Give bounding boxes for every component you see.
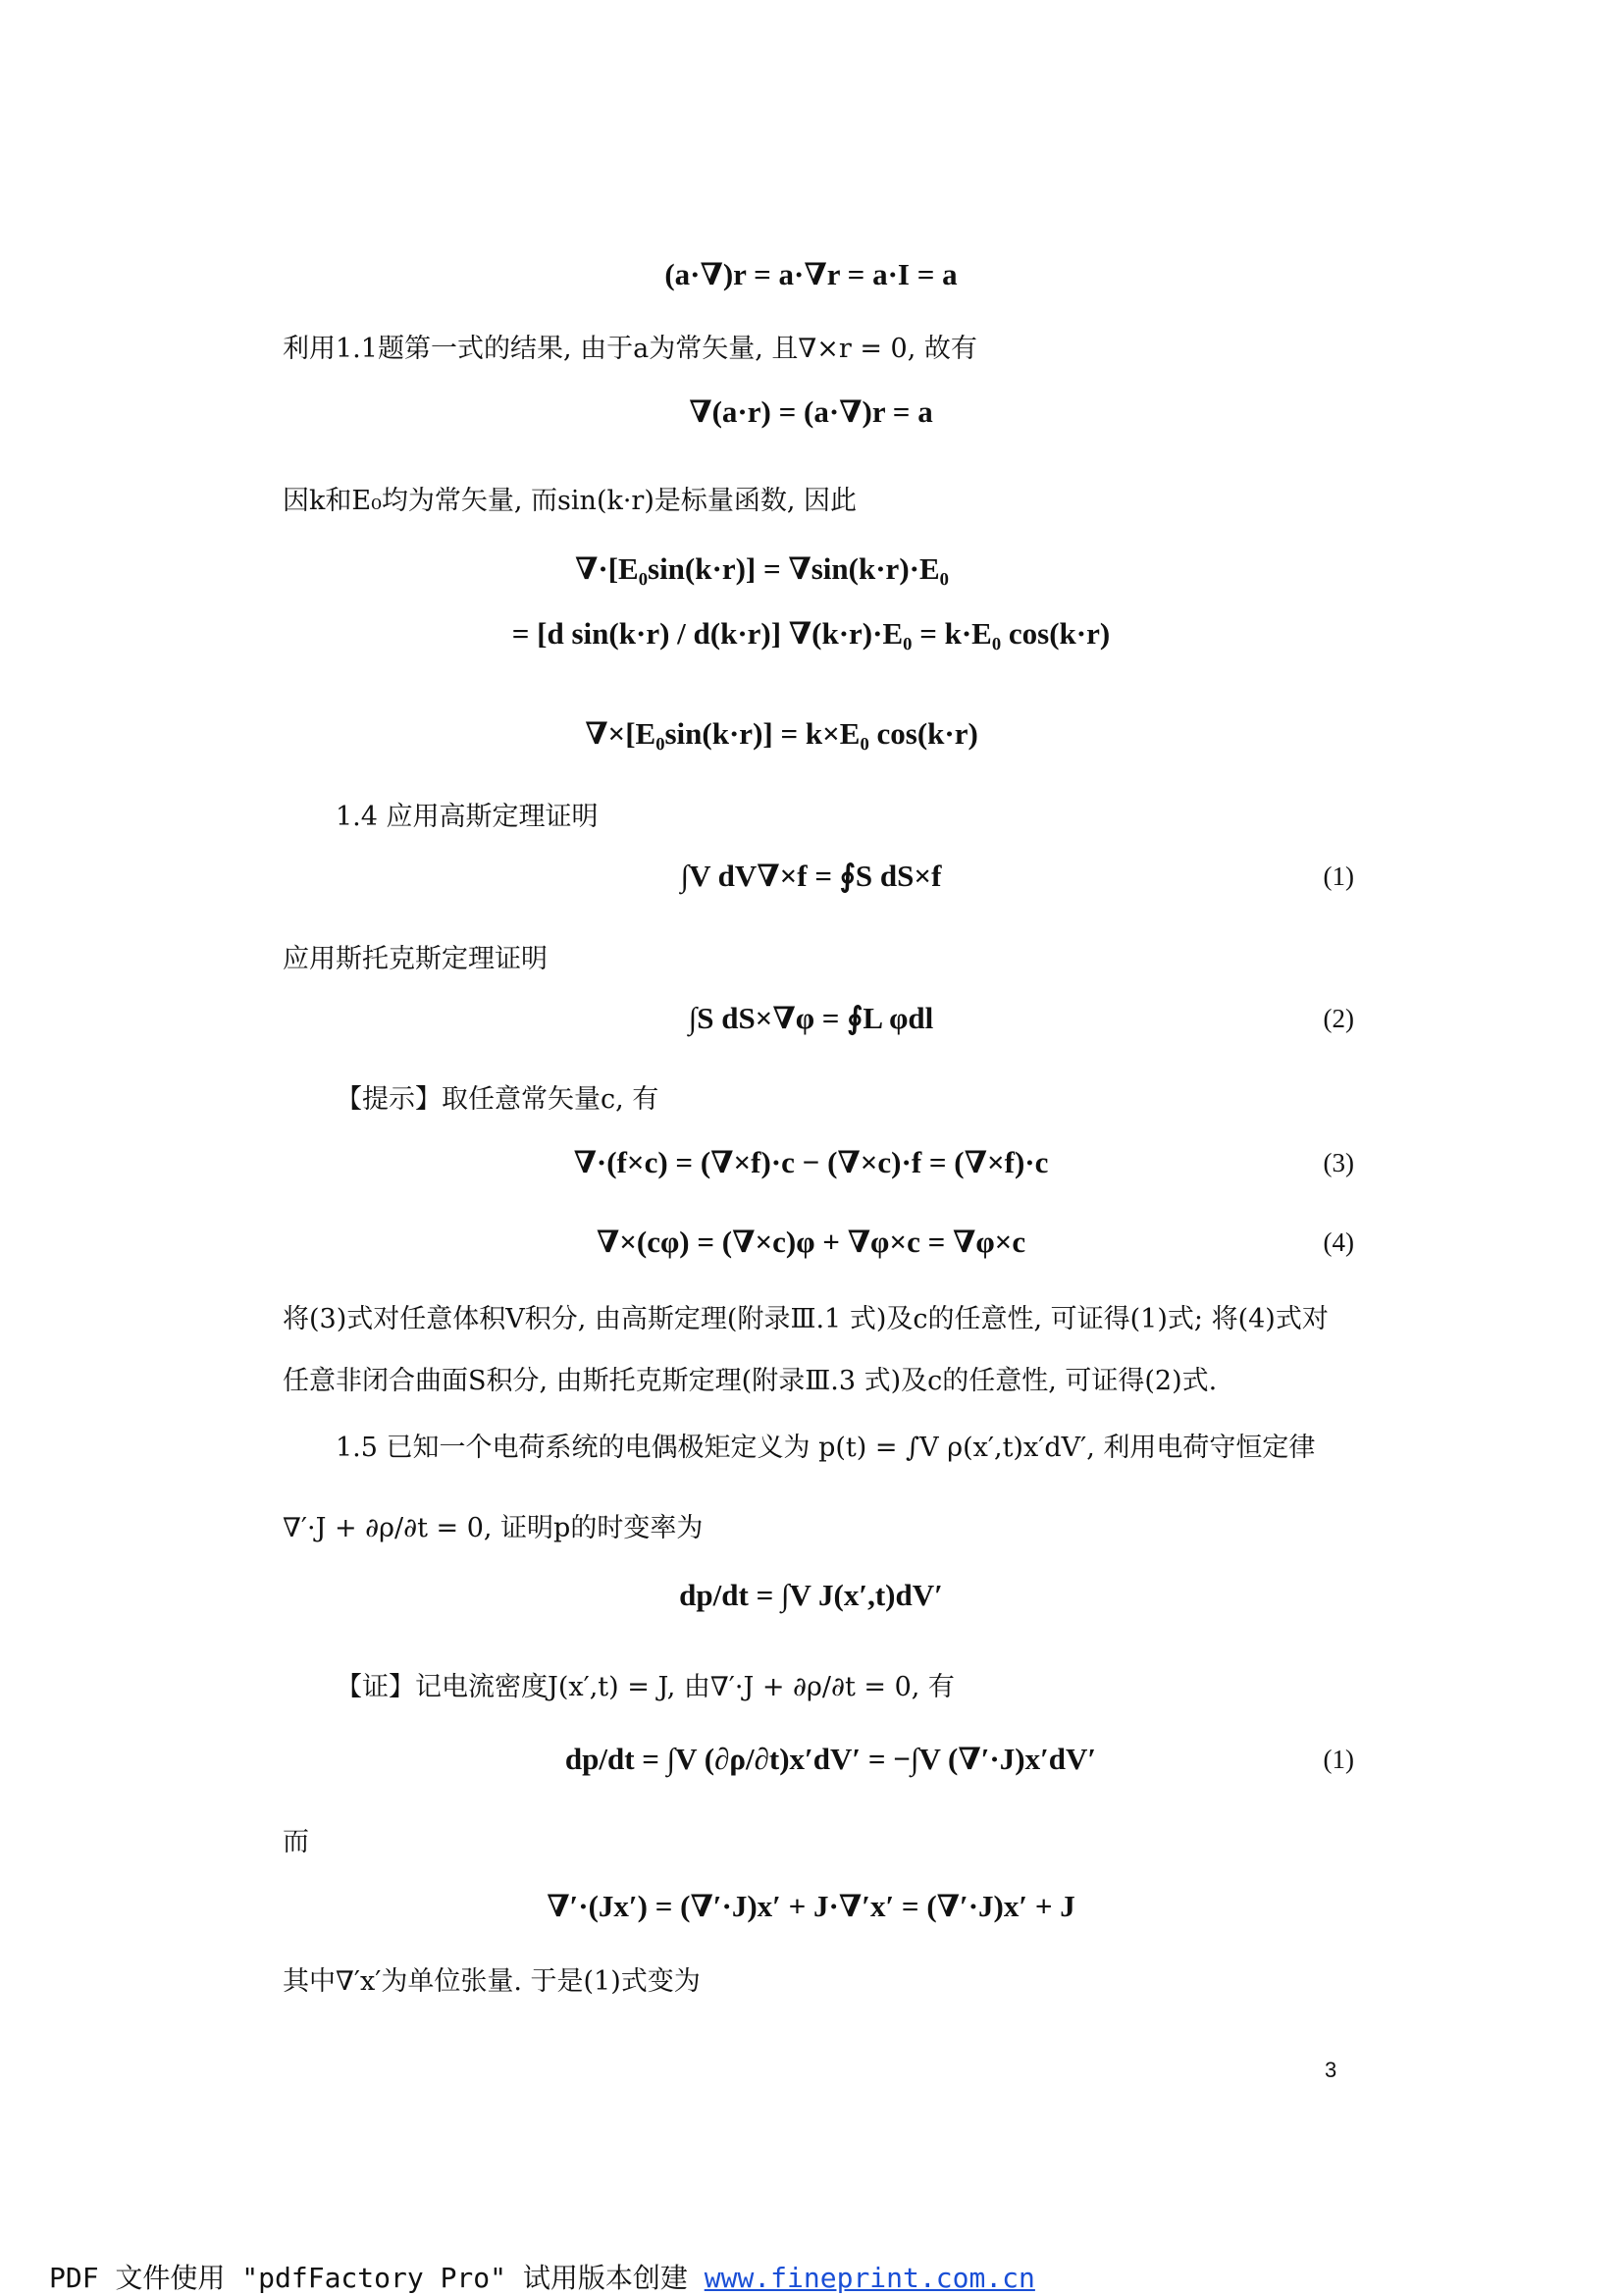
footer-link[interactable]: www.fineprint.com.cn (704, 2262, 1035, 2294)
equation-3: ∇·[E₀sin(k·r)] = ∇sin(k·r)·E₀ (575, 551, 949, 586)
hint-2: 【证】记电流密度J(x′,t) = J, 由∇′·J + ∂ρ/∂t = 0, 有 (336, 1672, 955, 1702)
equation-4: = [d sin(k·r) / d(k·r)] ∇(k·r)·E₀ = k·E₀ cos(k·r) (511, 616, 1111, 651)
footer-text: PDF 文件使用 "pdfFactory Pro" 试用版本创建 (49, 2262, 705, 2294)
equation-11: dp/dt = ∫V (∂ρ/∂t)x′dV′ = −∫V (∇′·J)x′dV′ (564, 1742, 1097, 1776)
page-number: 3 (1325, 2058, 1337, 2082)
equation-8: ∇·(f×c) = (∇×f)·c − (∇×c)·f = (∇×f)·c (573, 1145, 1049, 1179)
equation-8-number: (3) (1323, 1148, 1354, 1177)
hint-1: 【提示】取任意常矢量c, 有 (336, 1084, 659, 1115)
paragraph-4b: 任意非闭合曲面S积分, 由斯托克斯定理(附录Ⅲ.3 式)及c的任意性, 可证得(2)式. (283, 1366, 1218, 1396)
paragraph-6: 其中∇′x′为单位张量. 于是(1)式变为 (283, 1966, 701, 1997)
section-1-5-line2: ∇′·J + ∂ρ/∂t = 0, 证明p的时变率为 (283, 1513, 704, 1543)
equation-10: dp/dt = ∫V J(x′,t)dV′ (679, 1578, 943, 1612)
section-1-5-line1: 1.5 已知一个电荷系统的电偶极矩定义为 p(t) = ∫V ρ(x′,t)x′dV′, 利用电荷守恒定律 (336, 1433, 1316, 1463)
paragraph-4a: 将(3)式对任意体积V积分, 由高斯定理(附录Ⅲ.1 式)及c的任意性, 可证得(1)式; 将(4)式对 (283, 1304, 1329, 1334)
section-1-4: 1.4 应用高斯定理证明 (336, 802, 599, 832)
paragraph-1: 利用1.1题第一式的结果, 由于a为常矢量, 且∇×r = 0, 故有 (283, 334, 977, 364)
paragraph-2: 因k和E₀均为常矢量, 而sin(k·r)是标量函数, 因此 (283, 486, 858, 516)
equation-7-number: (2) (1323, 1004, 1354, 1033)
equation-12: ∇′·(Jx′) = (∇′·J)x′ + J·∇′x′ = (∇′·J)x′ + J (547, 1889, 1075, 1923)
equation-7: ∫S dS×∇φ = ∮L φdl (688, 1001, 934, 1035)
paragraph-5: 而 (283, 1827, 309, 1857)
equation-5: ∇×[E₀sin(k·r)] = k×E₀ cos(k·r) (585, 716, 978, 751)
equation-2: ∇(a·r) = (a·∇)r = a (689, 394, 933, 429)
paragraph-3: 应用斯托克斯定理证明 (283, 944, 548, 974)
equation-1: (a·∇)r = a·∇r = a·I = a (664, 257, 958, 291)
footer-watermark (49, 2257, 1035, 2296)
equation-6: ∫V dV∇×f = ∮S dS×f (680, 859, 942, 893)
equation-9: ∇×(cφ) = (∇×c)φ + ∇φ×c = ∇φ×c (596, 1225, 1026, 1259)
equation-6-number: (1) (1323, 861, 1354, 891)
equation-9-number: (4) (1323, 1227, 1354, 1257)
equation-11-number: (1) (1323, 1745, 1354, 1774)
